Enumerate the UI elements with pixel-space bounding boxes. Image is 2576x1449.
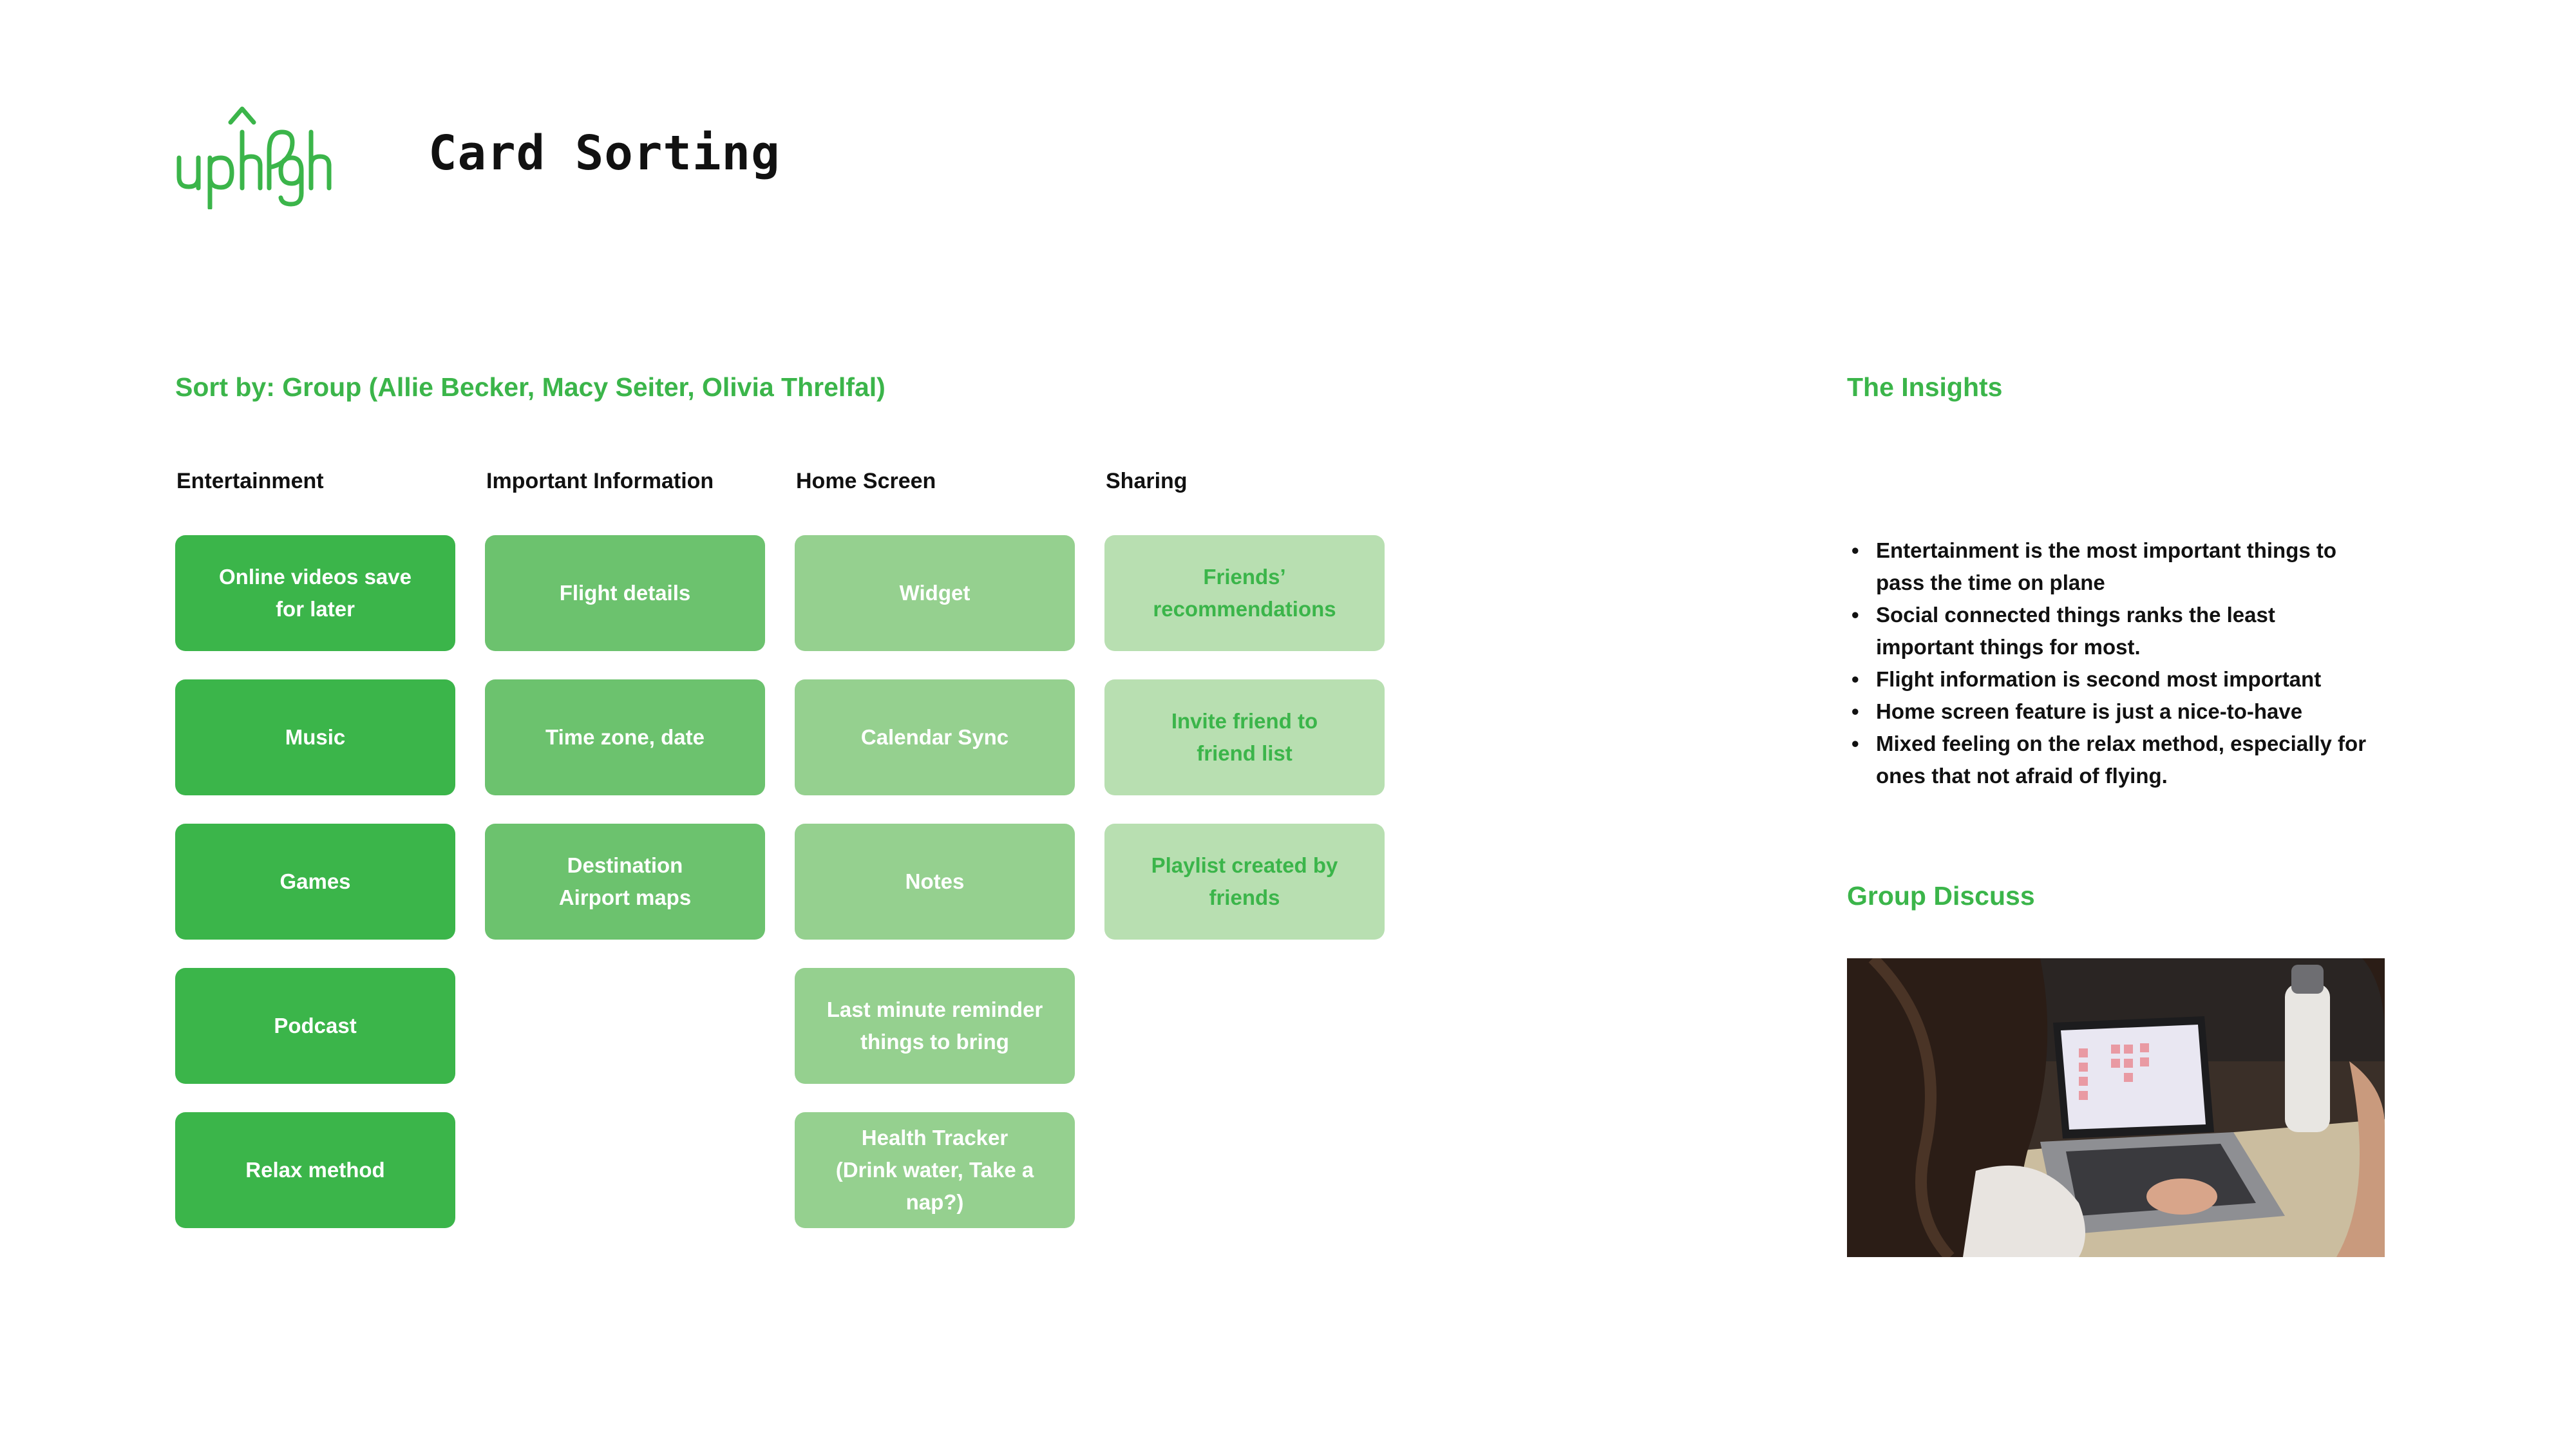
- list-item: • Entertainment is the most important things to pass the time on plane: [1876, 535, 2378, 599]
- column-header: Important Information: [486, 469, 714, 493]
- card[interactable]: Time zone, date: [485, 679, 765, 795]
- card[interactable]: Relax method: [175, 1112, 455, 1228]
- card[interactable]: Friends’ recommendations: [1104, 535, 1385, 651]
- card[interactable]: Health Tracker (Drink water, Take a nap?): [795, 1112, 1075, 1228]
- card[interactable]: Playlist created by friends: [1104, 824, 1385, 940]
- group-discuss-photo: [1847, 958, 2385, 1257]
- card[interactable]: Last minute reminder things to bring: [795, 968, 1075, 1084]
- list-item: • Home screen feature is just a nice-to-have: [1876, 696, 2378, 728]
- insights-list: [1847, 535, 2378, 792]
- uphigh-logo: [173, 106, 334, 209]
- card[interactable]: Widget: [795, 535, 1075, 651]
- column-header: Entertainment: [176, 469, 324, 493]
- card[interactable]: Calendar Sync: [795, 679, 1075, 795]
- column-entertainment: [175, 469, 455, 1182]
- card[interactable]: Games: [175, 824, 455, 940]
- column-header: Home Screen: [796, 469, 936, 493]
- column-sharing: [1104, 469, 1385, 909]
- insights-heading: The Insights: [1847, 372, 2003, 402]
- card[interactable]: Podcast: [175, 968, 455, 1084]
- column-home-screen: [795, 469, 1075, 1214]
- card[interactable]: Destination Airport maps: [485, 824, 765, 940]
- list-item: • Social connected things ranks the least important things for most.: [1876, 599, 2378, 663]
- column-important-information: [485, 469, 765, 909]
- card[interactable]: Online videos save for later: [175, 535, 455, 651]
- page-title: Card Sorting: [428, 126, 781, 181]
- list-item: • Mixed feeling on the relax method, especially for ones that not afraid of flying.: [1876, 728, 2378, 792]
- column-header: Sharing: [1106, 469, 1188, 493]
- list-item: • Flight information is second most important: [1876, 663, 2378, 696]
- sort-by-label: Sort by: Group (Allie Becker, Macy Seiter, Olivia Threlfal): [175, 372, 886, 402]
- card[interactable]: Music: [175, 679, 455, 795]
- card[interactable]: Notes: [795, 824, 1075, 940]
- card[interactable]: Invite friend to friend list: [1104, 679, 1385, 795]
- group-discuss-heading: Group Discuss: [1847, 881, 2035, 911]
- card[interactable]: Flight details: [485, 535, 765, 651]
